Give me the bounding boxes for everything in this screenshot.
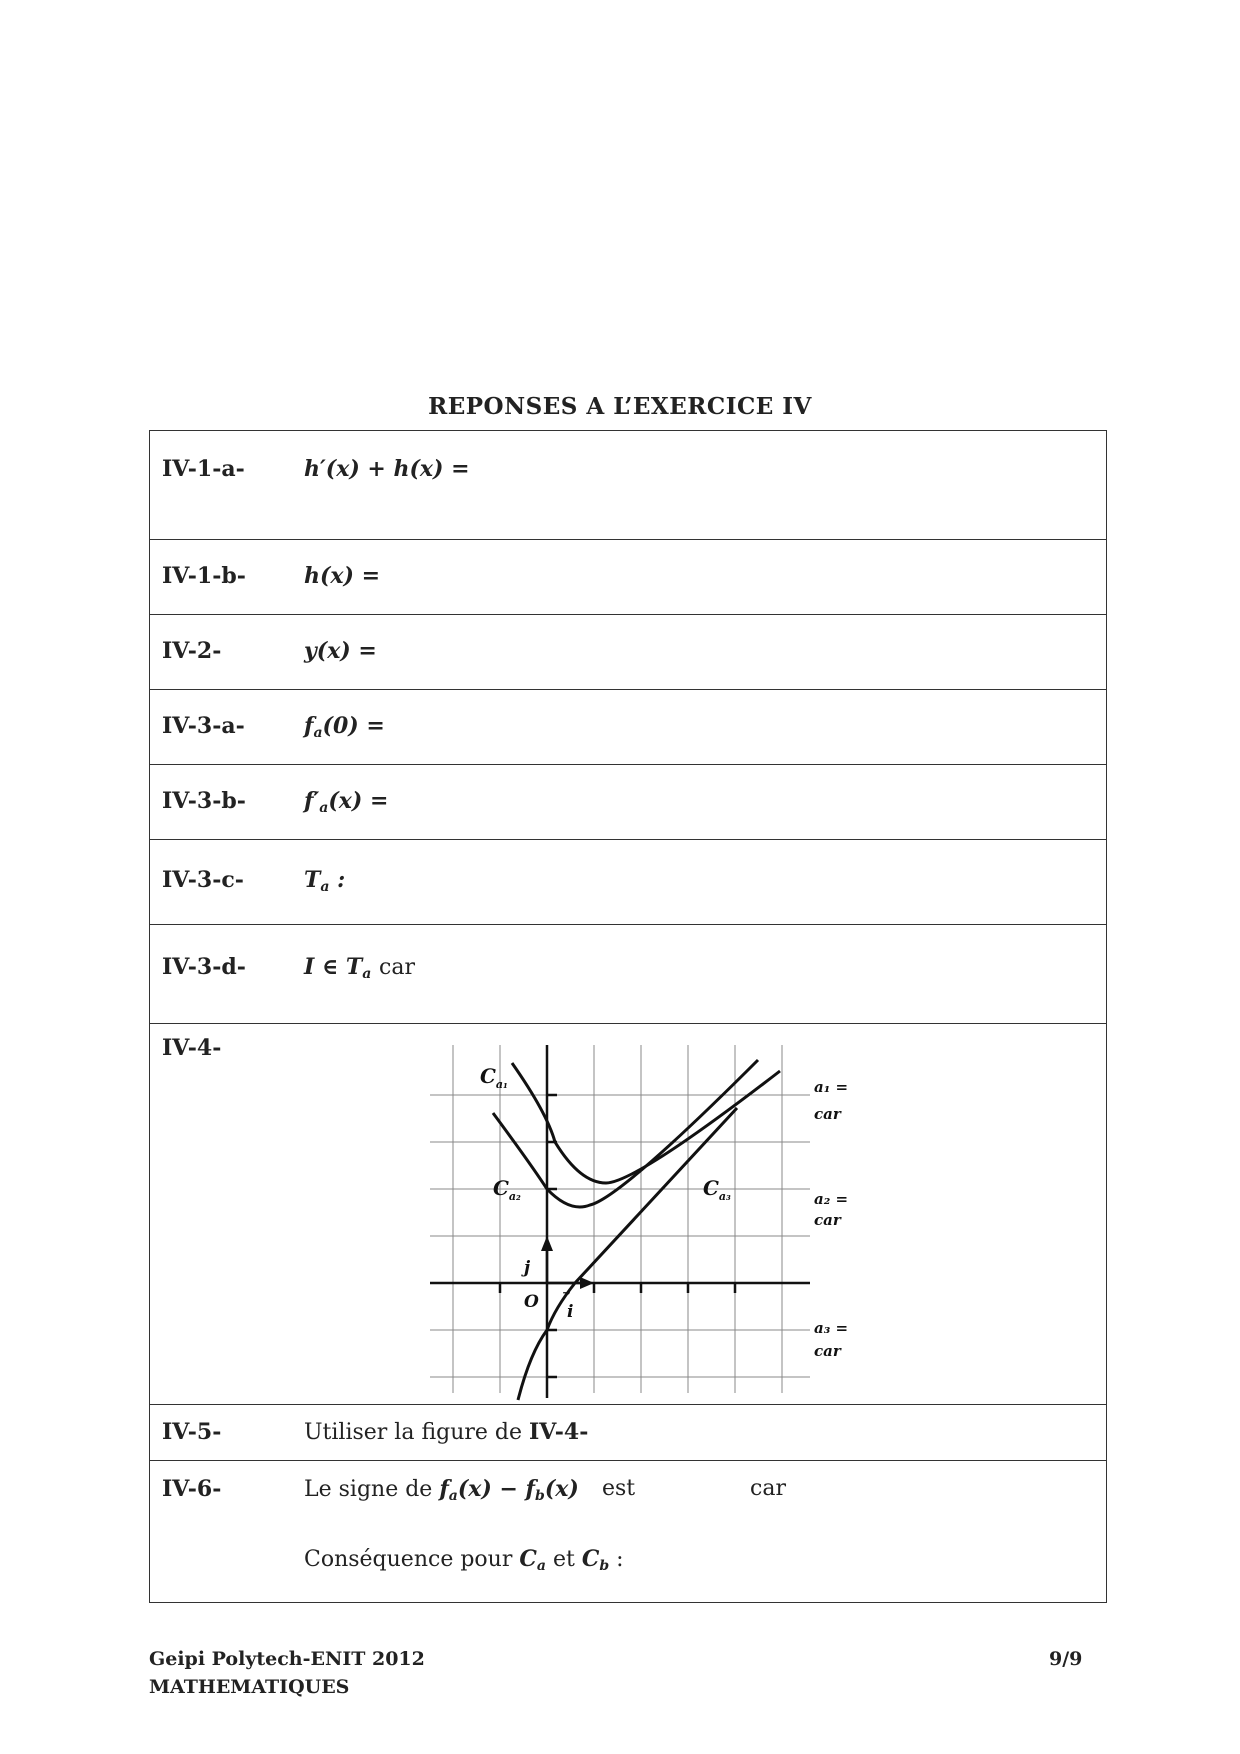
page-title: REPONSES A L’EXERCICE IV xyxy=(428,393,812,420)
row-iv-1-a xyxy=(150,431,1106,540)
row-label: IV-1-a- xyxy=(162,456,245,482)
row-label: IV-4- xyxy=(162,1035,222,1061)
row-iv-4 xyxy=(150,1023,1106,1405)
page-number: 9/9 xyxy=(1049,1648,1083,1670)
i-arrowhead xyxy=(580,1277,594,1289)
label-ca3: $C_{a_3}$ xyxy=(703,1176,731,1203)
row-label: IV-2- xyxy=(162,638,222,664)
answer-a3: a₃ = xyxy=(814,1319,849,1337)
answer-text: Utiliser la figure de IV-4- xyxy=(304,1419,589,1445)
row-label: IV-3-b- xyxy=(162,788,246,814)
answer-a1: a₁ = xyxy=(814,1078,849,1096)
answer-sign: Le signe de $f_a(x) - f_b(x)$ xyxy=(304,1476,579,1504)
j-label: j xyxy=(524,1258,531,1278)
footer-org: Geipi Polytech-ENIT 2012 xyxy=(149,1648,425,1670)
row-label: IV-3-c- xyxy=(162,867,244,893)
answer-car: car xyxy=(750,1476,786,1501)
row-iv-5 xyxy=(150,1404,1106,1461)
answer-a1-car: car xyxy=(814,1105,841,1123)
footer-subject: MATHEMATIQUES xyxy=(149,1676,350,1698)
origin-label: O xyxy=(524,1292,539,1312)
answer-expression: h(x) = xyxy=(304,563,381,589)
answer-expression: $T_a$ : xyxy=(304,867,346,895)
i-label: i xyxy=(567,1302,574,1322)
answer-expression: y(x) = xyxy=(304,638,377,664)
curves-figure xyxy=(430,1033,890,1403)
row-label: IV-5- xyxy=(162,1419,222,1445)
unit-vectors xyxy=(541,1236,594,1289)
row-label: IV-3-d- xyxy=(162,954,246,980)
answer-a2-car: car xyxy=(814,1211,841,1229)
row-iv-1-b xyxy=(150,539,1106,615)
axes xyxy=(430,1045,810,1398)
row-iv-2 xyxy=(150,614,1106,690)
answer-expression: $f_a(0)$ = xyxy=(304,713,385,741)
answer-consequence: Conséquence pour $C_a$ et $C_b$ : xyxy=(304,1546,624,1574)
j-arrowhead xyxy=(541,1236,553,1251)
label-ca1: $C_{a_1}$ xyxy=(480,1064,508,1091)
answer-expression: $f'_a(x)$ = xyxy=(304,788,389,816)
answer-table xyxy=(149,430,1107,1603)
answer-a3-car: car xyxy=(814,1342,841,1360)
row-iv-3-c xyxy=(150,839,1106,925)
row-label: IV-1-b- xyxy=(162,563,246,589)
row-iv-6 xyxy=(150,1460,1106,1602)
curve-ca3 xyxy=(518,1108,737,1400)
grid xyxy=(430,1045,810,1393)
answer-expression: I ∈ $T_a$ car xyxy=(304,954,415,982)
answer-est: est xyxy=(602,1476,636,1501)
row-iv-3-a xyxy=(150,689,1106,765)
row-label: IV-6- xyxy=(162,1476,222,1502)
row-label: IV-3-a- xyxy=(162,713,245,739)
row-iv-3-b xyxy=(150,764,1106,840)
label-ca2: $C_{a_2}$ xyxy=(493,1176,521,1203)
row-iv-3-d xyxy=(150,924,1106,1024)
answer-expression: h′(x) + h(x) = xyxy=(304,456,470,482)
answer-a2: a₂ = xyxy=(814,1190,849,1208)
